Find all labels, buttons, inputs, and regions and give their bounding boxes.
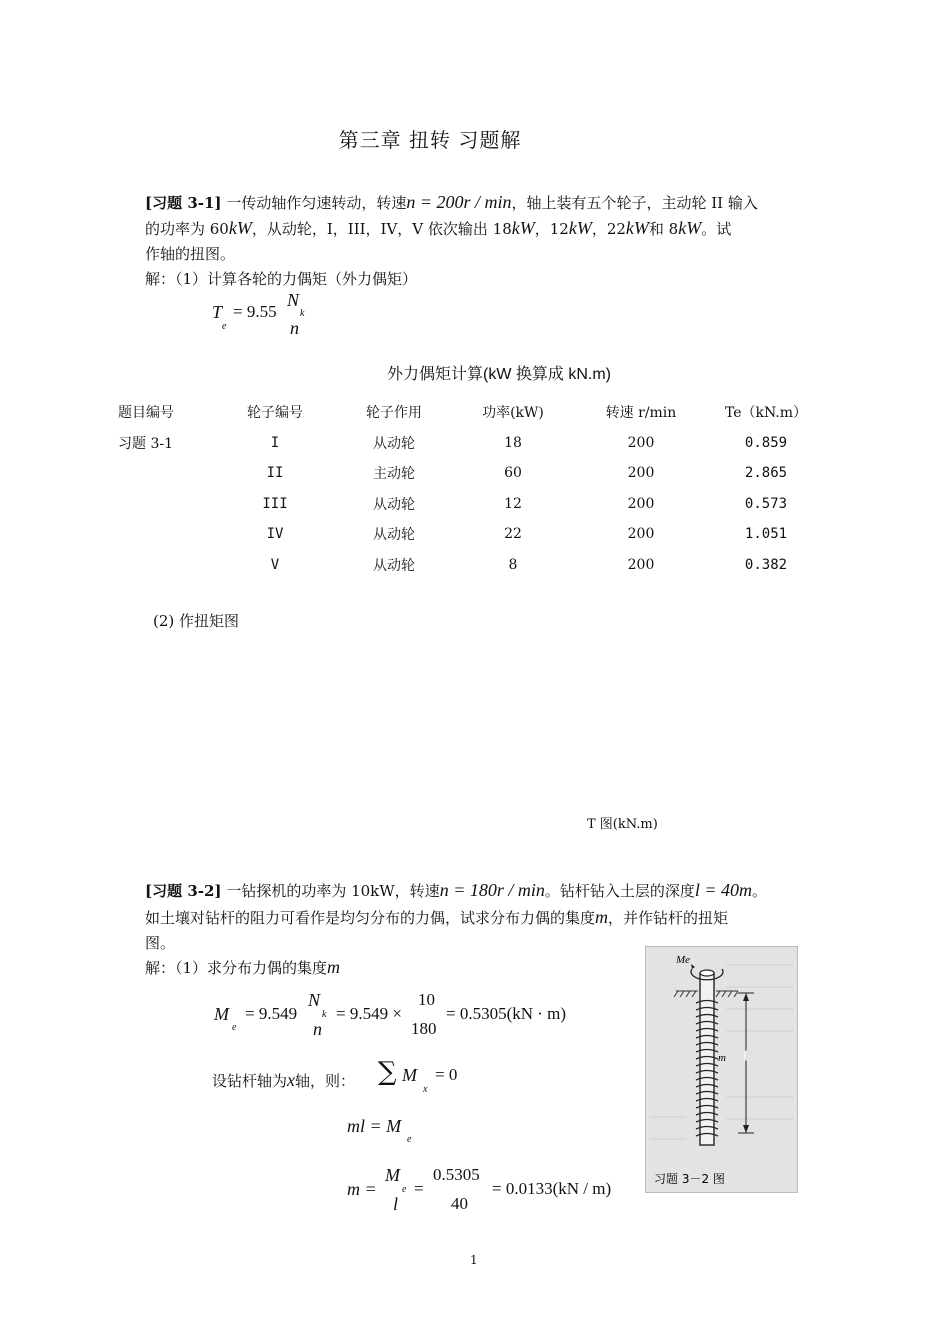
problem-tag: [习题 3-1] [145,194,222,212]
table-cell [118,550,206,581]
table-cell: 8 [508,556,518,573]
symbol-x: x [287,1070,296,1090]
table-cell: 2.865 [744,465,788,482]
depth-formula: l = 40m [694,880,753,900]
table-cell: 从动轮 [373,527,415,544]
text: 。 [752,882,768,900]
table-cell: 1.051 [744,526,788,543]
table-cell: 12 [504,495,522,512]
eq3-lhs: m = [347,1179,377,1199]
table-header-row [118,397,832,428]
table-cell: 22 [504,526,522,543]
text: 轴，则： [295,1072,356,1090]
table-row [118,519,832,550]
text: 一钻探机的功率为 10kW，转速 [226,882,440,900]
table-row [118,489,832,520]
table-header: Te（kN.m） [724,405,808,422]
problem-3-1-line3: 作轴的扭图。 [145,245,236,263]
solution-3-2-step1 [145,955,340,980]
text: 解：（1）求分布力偶的集度 [145,959,328,977]
eq2-sub-e: e [407,1134,412,1145]
label-Me: Me [676,954,691,966]
drill-rod-illustration [646,947,797,1192]
table-cell: 200 [627,465,655,482]
text: ，12 [534,220,569,238]
table-caption: 外力偶矩计算(kW 换算成 kN.m) [387,366,611,383]
eq3-M: M [385,1165,400,1185]
eq3-denominator: 40 [451,1194,468,1213]
eq1-numerator: 10 [418,990,435,1009]
eq3-l: l [393,1194,399,1214]
table-cell [118,489,206,520]
formula-sub-k: k [300,308,305,319]
text: 。钻杆钻入土层的深度 [544,882,695,900]
table-cell: 0.382 [744,556,788,573]
text: 的功率为 60 [145,220,229,238]
table-header: 轮子编号 [247,405,303,422]
eq3-sub-e: e [402,1184,407,1195]
table-cell: 200 [627,495,655,512]
problem-tag: [习题 3-2] [145,882,222,900]
table-cell: 主动轮 [373,466,415,483]
sum-sub-x: x [423,1084,428,1095]
table-cell: 习题 3-1 [118,435,173,452]
speed-formula: n = 180r / min [439,880,545,900]
eq2: ml = M [347,1116,402,1136]
table-cell [118,519,206,550]
eq1-times: = 9.549 × [336,1004,402,1023]
eq1-n: n [313,1019,322,1039]
table-cell: 200 [627,556,655,573]
eq3-result: = 0.0133(kN / m) [492,1179,612,1198]
unit: kW [568,218,592,238]
unit: kW [625,218,649,238]
table-cell: V [270,556,280,573]
torque-table [118,397,832,580]
text: ，并作钻杆的扭矩 [608,909,729,927]
problem-3-2-line3: 图。 [145,934,176,952]
table-header: 转速 r/min [605,405,677,422]
sum-M: M [402,1065,417,1085]
table-cell [118,458,206,489]
table-row [118,458,832,489]
text: ，轴上装有五个轮子，主动轮 II 输入 [511,194,758,212]
unit: kW [678,218,702,238]
table-cell: I [270,434,280,451]
label-m: m [718,1052,726,1064]
table-cell: III [262,495,288,512]
eq1-sub-e: e [232,1022,237,1033]
problem-3-2-line2 [145,905,728,930]
table-cell: 从动轮 [373,557,415,574]
torque-diagram-label: T 图(kN.m) [587,817,658,832]
label-l: l [743,1050,747,1062]
formula-coef: = 9.55 [233,302,277,321]
solution-step2: (2) 作扭矩图 [153,612,240,630]
table-row [118,428,832,459]
eq1-result: = 0.5305(kN · m) [446,1004,567,1023]
table-row [118,550,832,581]
table-cell: 18 [504,434,522,451]
eq1-denominator: 180 [411,1019,437,1038]
eq1-N: N [308,990,321,1010]
eq1-sub-k: k [322,1009,327,1020]
figure-3-2 [645,946,798,1193]
problem-3-1-line2 [145,216,731,241]
eq3-numerator: 0.5305 [433,1165,480,1184]
text: 。试 [701,220,732,238]
formula-T: T [212,302,223,322]
table-header: 功率(kW) [482,405,544,422]
set-axis-text [212,1068,355,1093]
page-title: 第三章 扭转 习题解 [338,128,522,152]
formula-n: n [290,318,299,338]
symbol-m: m [327,957,341,977]
eq3-equals: = [414,1179,424,1198]
problem-3-1-line1 [145,190,758,215]
formula-sub-e: e [222,321,227,332]
table-cell: II [266,465,284,482]
sum-symbol: ∑ [378,1057,397,1087]
table-cell: 60 [504,465,522,482]
figure-caption: 习题 3－2 图 [654,1172,725,1186]
problem-3-2-line1 [145,878,767,903]
eq1-coef: = 9.549 [245,1004,298,1023]
page-number: 1 [470,1253,478,1267]
table-cell: 200 [627,526,655,543]
text: 和 8 [648,220,679,238]
table-cell: 从动轮 [373,496,415,513]
unit: kW [511,218,535,238]
sum-equals: = 0 [435,1065,458,1084]
eq1-M: M [214,1004,229,1024]
table-cell: 200 [627,434,655,451]
speed-formula: n = 200r / min [406,192,512,212]
text: ，从动轮，I，III，IV，V 依次输出 18 [251,220,512,238]
table-cell: IV [266,526,284,543]
formula-N: N [287,290,300,310]
table-header: 轮子作用 [366,405,422,422]
table-cell: 从动轮 [373,435,415,452]
table-header: 题目编号 [118,405,174,422]
text: ，22 [591,220,626,238]
solution-step1: 解：（1）计算各轮的力偶矩（外力偶矩） [145,270,418,288]
table-cell: 0.573 [744,495,788,512]
table-cell: 0.859 [744,434,788,451]
text: 设钻杆轴为 [212,1072,288,1090]
text: 如土壤对钻杆的阻力可看作是均匀分布的力偶，试求分布力偶的集度 [145,909,596,927]
symbol-m: m [595,907,609,927]
unit: kW [228,218,252,238]
text: 一传动轴作匀速转动，转速 [226,194,407,212]
